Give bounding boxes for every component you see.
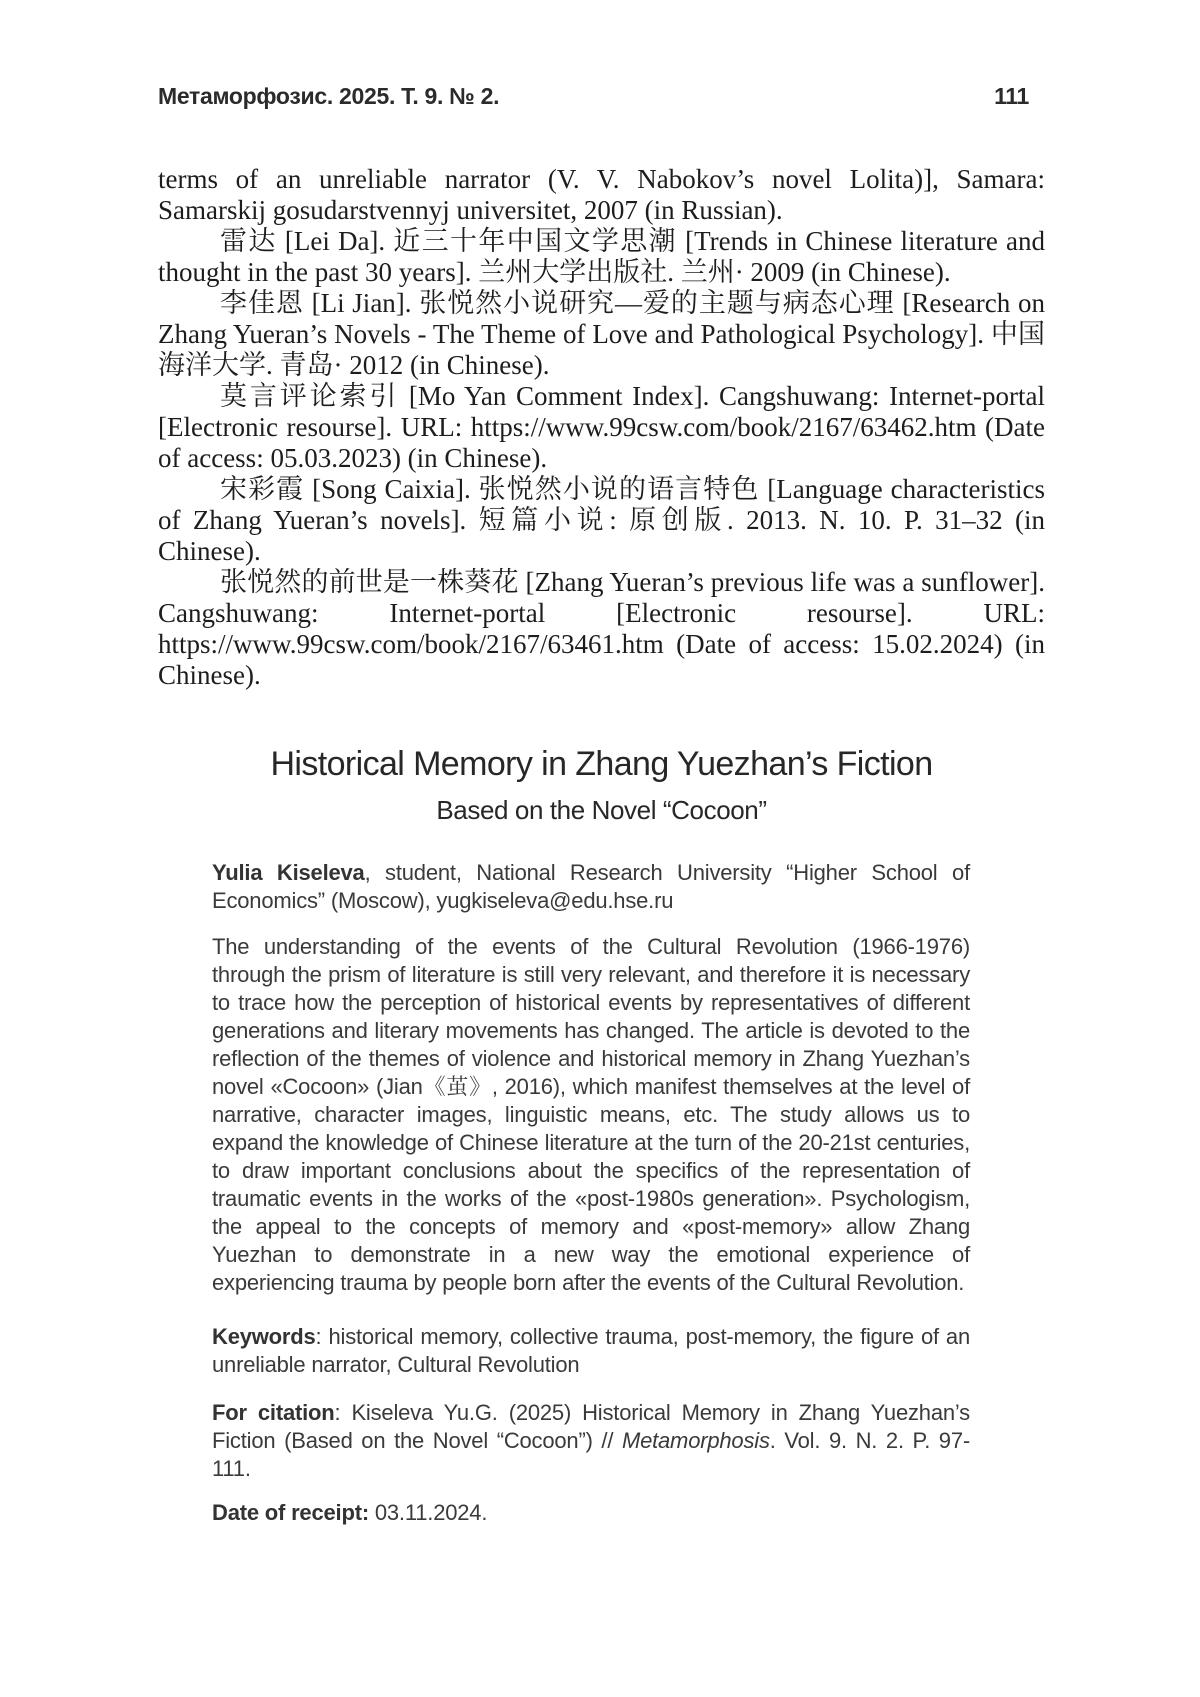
abstract-text: The understanding of the events of the Cultural Revolution (1966-1976) through the prism of literature is still very relevant, and therefore it is necessary to trace how the perception of historical events by representatives of different generations and literary movements has changed. The article is devoted to the reflection of the themes of violence and historical memory in Zhang Yuezhan’s novel «Cocoon» (Jian《茧》, 2016), which manifest themselves at the level of narrative, character images, linguistic means, etc. The study allows us to expand the knowledge of Chinese literature at the turn of the 20-21st centuries, to draw important conclusions about the specifics of the representation of traumatic events in the works of the «post-1980s generation». Psychologism, the appeal to the concepts of memory and «post-memory» allow Zhang Yuezhan to demonstrate in a new way the emotional experience of experiencing trauma by people born after the events of the Cultural Revolution. xyxy=(212,934,970,1295)
page-header xyxy=(158,84,1045,108)
reference-entry: 雷达 [Lei Da]. 近三十年中国文学思潮 [Trends in Chinese literature and thought in the past 30 years]. 兰州大学出版社. 兰州· 2009 (in Chinese). xyxy=(158,226,1045,287)
citation-label: For citation xyxy=(212,1400,335,1425)
reference-entry: 莫言评论索引 [Mo Yan Comment Index]. Cangshuwang: Internet-portal [Electronic resourse]. URL: https://www.99csw.com/book/2167/63462.htm (Date of access: 05.03.2023) (in Chinese). xyxy=(158,381,1045,473)
reference-entry: 张悦然的前世是一株葵花 [Zhang Yueran’s previous life was a sunflower]. Cangshuwang: Internet-portal [Electronic resourse]. URL: https://www.99csw.com/book/2167/63461.htm (Date of access: 15.02.2024) (in Chinese). xyxy=(158,567,1045,690)
author-line xyxy=(212,859,970,915)
citation-journal-italic: Metamorphosis xyxy=(621,1428,770,1453)
citation-line xyxy=(212,1399,970,1483)
author-name: Yulia Kiseleva xyxy=(212,860,365,885)
keywords-line xyxy=(212,1323,970,1379)
reference-entry: 李佳恩 [Li Jian]. 张悦然小说研究—爱的主题与病态心理 [Research on Zhang Yueran’s Novels - The Theme of Love and Pathological Psychology]. 中国海洋大学. 青岛· 2012 (in Chinese). xyxy=(158,288,1045,380)
citation-text: : Kiseleva Yu.G. (2025) Historical Memory in Zhang Yuezhan’s Fiction (Based on the Novel “Cocoon”) // xyxy=(212,1400,970,1453)
receipt-line xyxy=(212,1499,970,1527)
journal-issue-header: Метаморфозис. 2025. Т. 9. № 2. xyxy=(158,83,500,109)
references-section xyxy=(158,164,1045,691)
page-number: 111 xyxy=(994,83,1029,109)
reference-entry-continuation: terms of an unreliable narrator (V. V. Nabokov’s novel Lolita)], Samara: Samarskij gosudarstvennyj universitet, 2007 (in Russian). xyxy=(158,164,1045,225)
citation-text-tail: . Vol. 9. N. 2. P. 97-111. xyxy=(212,1428,971,1481)
author-details: , student, National Research University “Higher School of Economics” (Moscow), yugkiseleva@edu.hse.ru xyxy=(212,860,970,913)
receipt-date: 03.11.2024. xyxy=(368,1500,488,1525)
keywords-label: Keywords xyxy=(212,1324,316,1349)
reference-entry: 宋彩霞 [Song Caixia]. 张悦然小说的语言特色 [Language characteristics of Zhang Yueran’s novels]. 短篇小说: 原创版. 2013. N. 10. P. 31–32 (in Chinese). xyxy=(158,474,1045,566)
article-subtitle: Based on the Novel “Cocoon” xyxy=(436,795,767,825)
article-title: Historical Memory in Zhang Yuezhan’s Fiction xyxy=(270,745,933,783)
article-annotation xyxy=(212,859,970,1527)
receipt-label: Date of receipt: xyxy=(212,1500,369,1525)
keywords-list: : historical memory, collective trauma, post-memory, the figure of an unreliable narrator, Cultural Revolution xyxy=(212,1324,970,1377)
